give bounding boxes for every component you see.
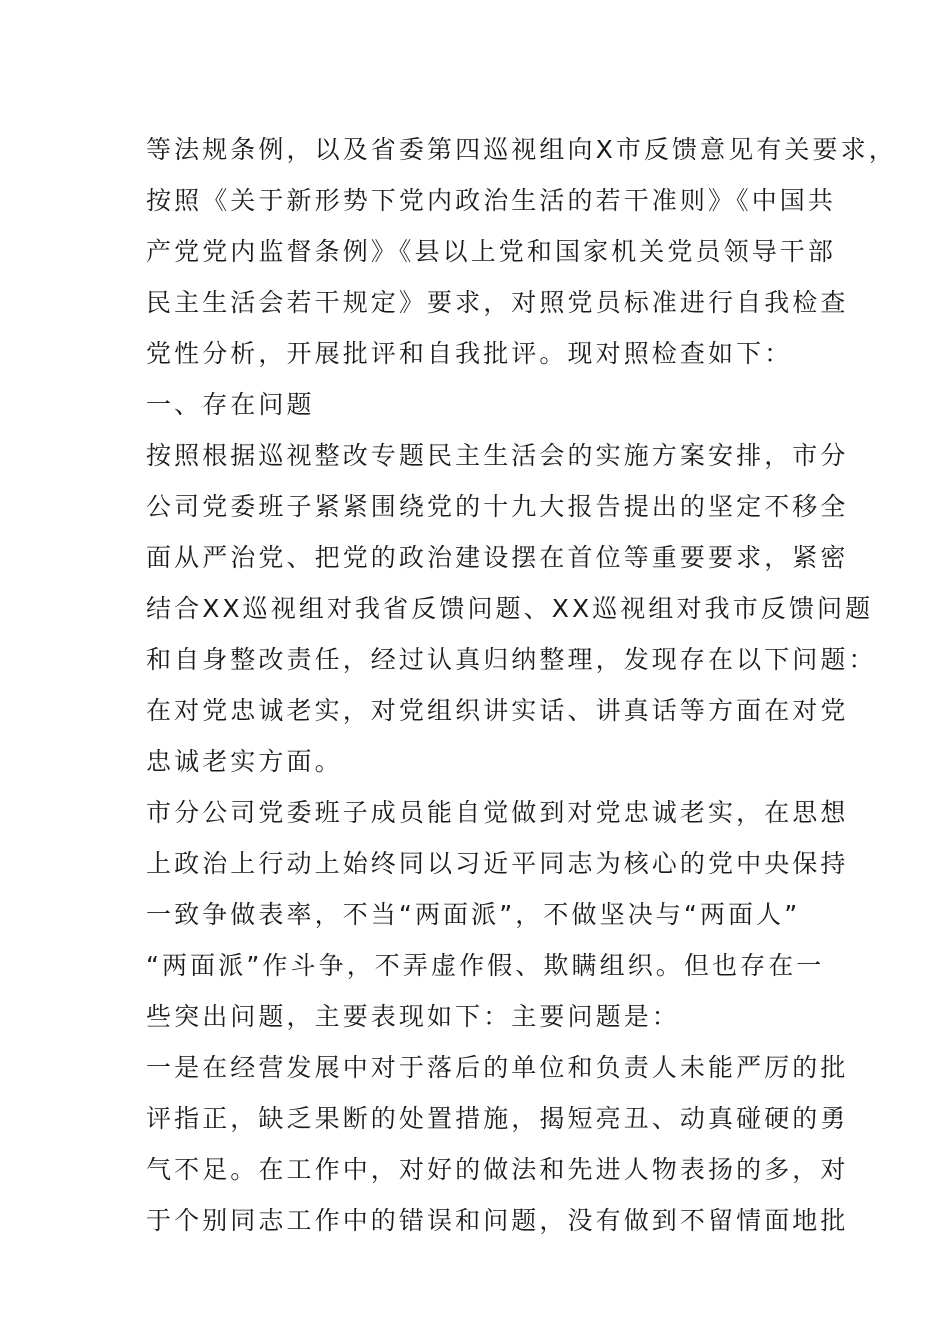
text-line: 上政治上行动上始终同以习近平同志为核心的党中央保持 xyxy=(146,849,849,878)
text-line: 结合XX巡视组对我省反馈问题、XX巡视组对我市反馈问题 xyxy=(146,594,874,623)
text-line: 评指正，缺乏果断的处置措施，揭短亮丑、动真碰硬的勇 xyxy=(146,1104,849,1133)
text-line: 一是在经营发展中对于落后的单位和负责人未能严厉的批 xyxy=(146,1053,849,1082)
text-line: 产党党内监督条例》《县以上党和国家机关党员领导干部 xyxy=(146,237,837,266)
text-line: 在对党忠诚老实，对党组织讲实话、讲真话等方面在对党 xyxy=(146,696,849,725)
text-line: 按照《关于新形势下党内政治生活的若干准则》《中国共 xyxy=(146,186,837,215)
text-line: 忠诚老实方面。 xyxy=(146,747,343,776)
text-line: “两面派”作斗争，不弄虚作假、欺瞒组织。但也存在一 xyxy=(146,951,825,980)
text-line: 民主生活会若干规定》要求，对照党员标准进行自我检查 xyxy=(146,288,849,317)
text-line: 和自身整改责任，经过认真归纳整理，发现存在以下问题： xyxy=(146,645,877,674)
text-line: 公司党委班子紧紧围绕党的十九大报告提出的坚定不移全 xyxy=(146,492,849,521)
section-heading: 一、存在问题 xyxy=(146,390,315,419)
text-line: 党性分析，开展批评和自我批评。现对照检查如下： xyxy=(146,339,793,368)
text-line: 面从严治党、把党的政治建设摆在首位等重要要求，紧密 xyxy=(146,543,849,572)
text-line: 气不足。在工作中，对好的做法和先进人物表扬的多，对 xyxy=(146,1155,849,1184)
text-line: 于个别同志工作中的错误和问题，没有做到不留情面地批 xyxy=(146,1206,849,1235)
text-line: 一致争做表率，不当“两面派”，不做坚决与“两面人” xyxy=(146,900,801,929)
text-line: 等法规条例，以及省委第四巡视组向X市反馈意见有关要求， xyxy=(146,135,897,164)
text-line: 些突出问题，主要表现如下：主要问题是： xyxy=(146,1002,680,1031)
text-line: 市分公司党委班子成员能自觉做到对党忠诚老实，在思想 xyxy=(146,798,849,827)
document-body xyxy=(146,124,897,1246)
text-line: 按照根据巡视整改专题民主生活会的实施方案安排，市分 xyxy=(146,441,849,470)
